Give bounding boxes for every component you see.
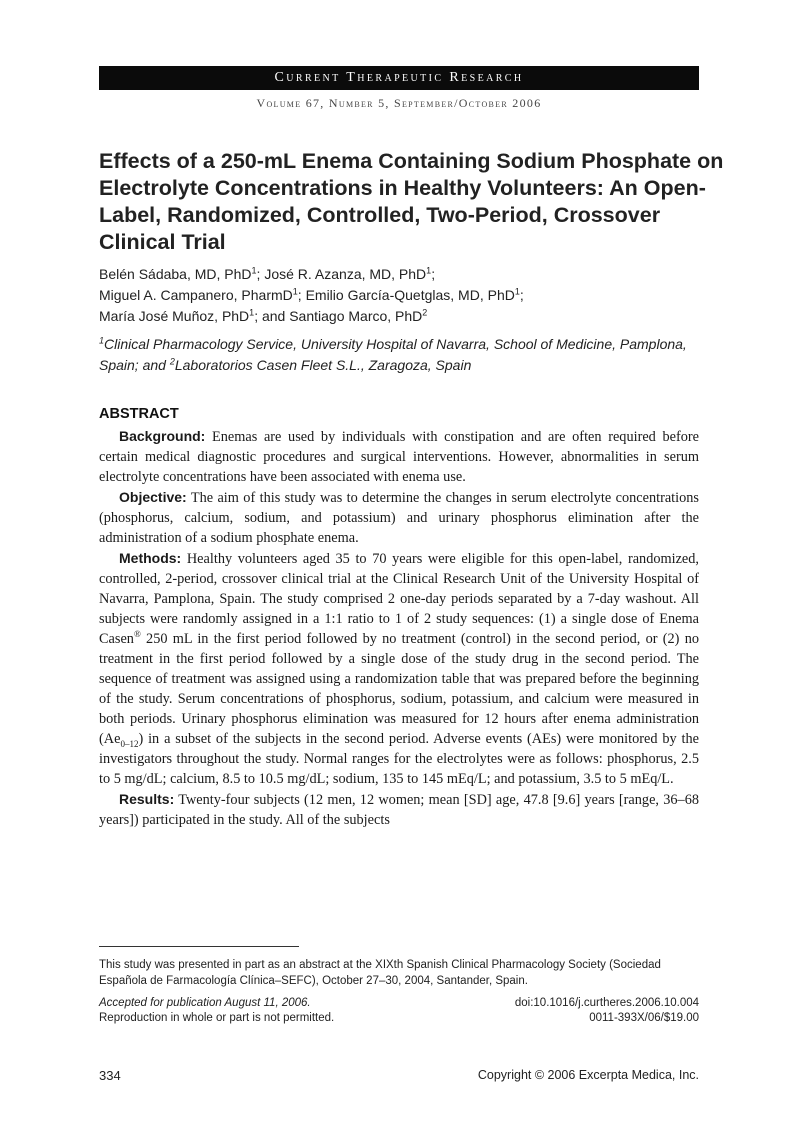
registered-mark: ® [133, 629, 141, 640]
doi: doi:10.1016/j.curtheres.2006.10.004 [514, 997, 699, 1009]
author-name: José R. Azanza, MD, PhD [264, 266, 427, 282]
section-text: Enemas are used by individuals with constipation and are often required before certain medical diagnostic procedures and surgical interventions. However, abnormalities in serum electrolyte concentrations have been associated with enema use. [99, 429, 700, 485]
abstract-methods [99, 548, 699, 789]
author-name: Emilio García-Quetglas, MD, PhD [305, 287, 515, 303]
author-affiliation-mark: 1 [514, 286, 520, 297]
affiliation-number: 1 [99, 335, 105, 346]
affiliations [99, 334, 719, 376]
abstract-heading: ABSTRACT [99, 406, 179, 422]
reproduction-row [99, 1010, 699, 1026]
abstract-background [99, 426, 699, 487]
section-text: The aim of this study was to determine the changes in serum electrolyte concentrations (phosphorus, calcium, sodium, and potassium) and urinary phosphorus elimination after the administration of a sodium phosphate enema. [99, 490, 699, 546]
accepted-date: Accepted for publication August 11, 2006. [99, 997, 311, 1009]
section-label: Objective: [119, 489, 187, 505]
author-affiliation-mark: 1 [251, 265, 257, 276]
article-title: Effects of a 250-mL Enema Containing Sodium Phosphate on Electrolyte Concentrations in Healthy Volunteers: An Open-Label, Randomized, Controlled, Two-Period, Crossover Clinical Trial [99, 149, 724, 254]
journal-title-bar [99, 66, 699, 90]
author-name: Santiago Marco, PhD [289, 308, 423, 324]
accepted-row [99, 995, 699, 1011]
affiliation-text: Clinical Pharmacology Service, University Hospital of Navarra, School of Medicine, Pamplona, Spain; and [99, 336, 687, 373]
author-name: Miguel A. Campanero, PharmD [99, 287, 293, 303]
copyright: Copyright © 2006 Excerpta Medica, Inc. [477, 1068, 699, 1082]
page-number: 334 [99, 1068, 121, 1083]
abstract-results [99, 789, 699, 830]
author-name: María José Muñoz, PhD [99, 308, 250, 324]
affiliation-number: 2 [169, 356, 175, 367]
subscript: 0–12 [120, 738, 139, 749]
journal-title: Current Therapeutic Research [274, 70, 524, 85]
presentation-footnote: This study was presented in part as an abstract at the XIXth Spanish Clinical Pharmacology Society (Sociedad Española de Farmacología Clínica–SEFC), October 27–30, 2004, Santander, Spain. [99, 959, 661, 987]
author-list: Belén Sádaba, MD, PhD$^1$; José R. Azanza, MD, PhD$^1$; Miguel A. Campanero, PharmD$^1$; Emilio García-Quetglas, MD, PhD$^1$; María José Muñoz, PhD$^1$; and Santiago Marco, PhD$^2$ [99, 265, 524, 324]
author-name: Belén Sádaba, MD, PhD [99, 266, 252, 282]
section-label: Results: [119, 791, 175, 807]
abstract-objective [99, 487, 699, 548]
section-label: Methods: [119, 550, 182, 566]
author-affiliation-mark: 1 [292, 286, 298, 297]
footnote-divider [99, 946, 299, 947]
affiliation-text: Laboratorios Casen Fleet S.L., Zaragoza, Spain [174, 357, 472, 373]
section-text: Twenty-four subjects (12 men, 12 women; mean [SD] age, 47.8 [9.6] years [range, 36–68 years]) participated in the study. All of the subjects [99, 792, 699, 828]
author-affiliation-mark: 1 [249, 307, 255, 318]
issue-info: Volume 67, Number 5, September/October 2006 [256, 96, 542, 110]
section-label: Background: [119, 428, 206, 444]
issn: 0011-393X/06/$19.00 [589, 1012, 699, 1024]
abstract-body [99, 426, 699, 830]
reproduction-notice: Reproduction in whole or part is not permitted. [99, 1012, 335, 1024]
author-affiliation-mark: 2 [422, 307, 428, 318]
author-affiliation-mark: 1 [426, 265, 432, 276]
section-text: ) in a subset of the subjects in the second period. Adverse events (AEs) were monitored by the investigators throughout the study. Normal ranges for the electrolytes were as follows: phosphorus, 2.5 to 5 mg/dL; calcium, 8.5 to 10.5 mg/dL; sodium, 135 to 145 mEq/L; and potassium, 3.5 to 5 mEq/L. [99, 731, 699, 787]
section-text: 250 mL in the first period followed by no treatment (control) in the second period, or (2) no treatment in the first period followed by a single dose of the study drug in the second period. The sequence of treatment was assigned using a randomization table that was prepared before the beginning of the study. Serum concentrations of phosphorus, sodium, potassium, and calcium were measured in both periods. Urinary phosphorus elimination was measured for 12 hours after enema administration (Ae [99, 631, 699, 747]
section-text: Healthy volunteers aged 35 to 70 years were eligible for this open-label, randomized, controlled, 2-period, crossover clinical trial at the Clinical Research Unit of the University Hospital of Navarra, Pamplona, Spain. The study comprised 2 one-day periods separated by a 7-day washout. All subjects were randomly assigned in a 1:1 ratio to 1 of 2 study sequences: (1) a single dose of Enema Casen [99, 551, 699, 647]
